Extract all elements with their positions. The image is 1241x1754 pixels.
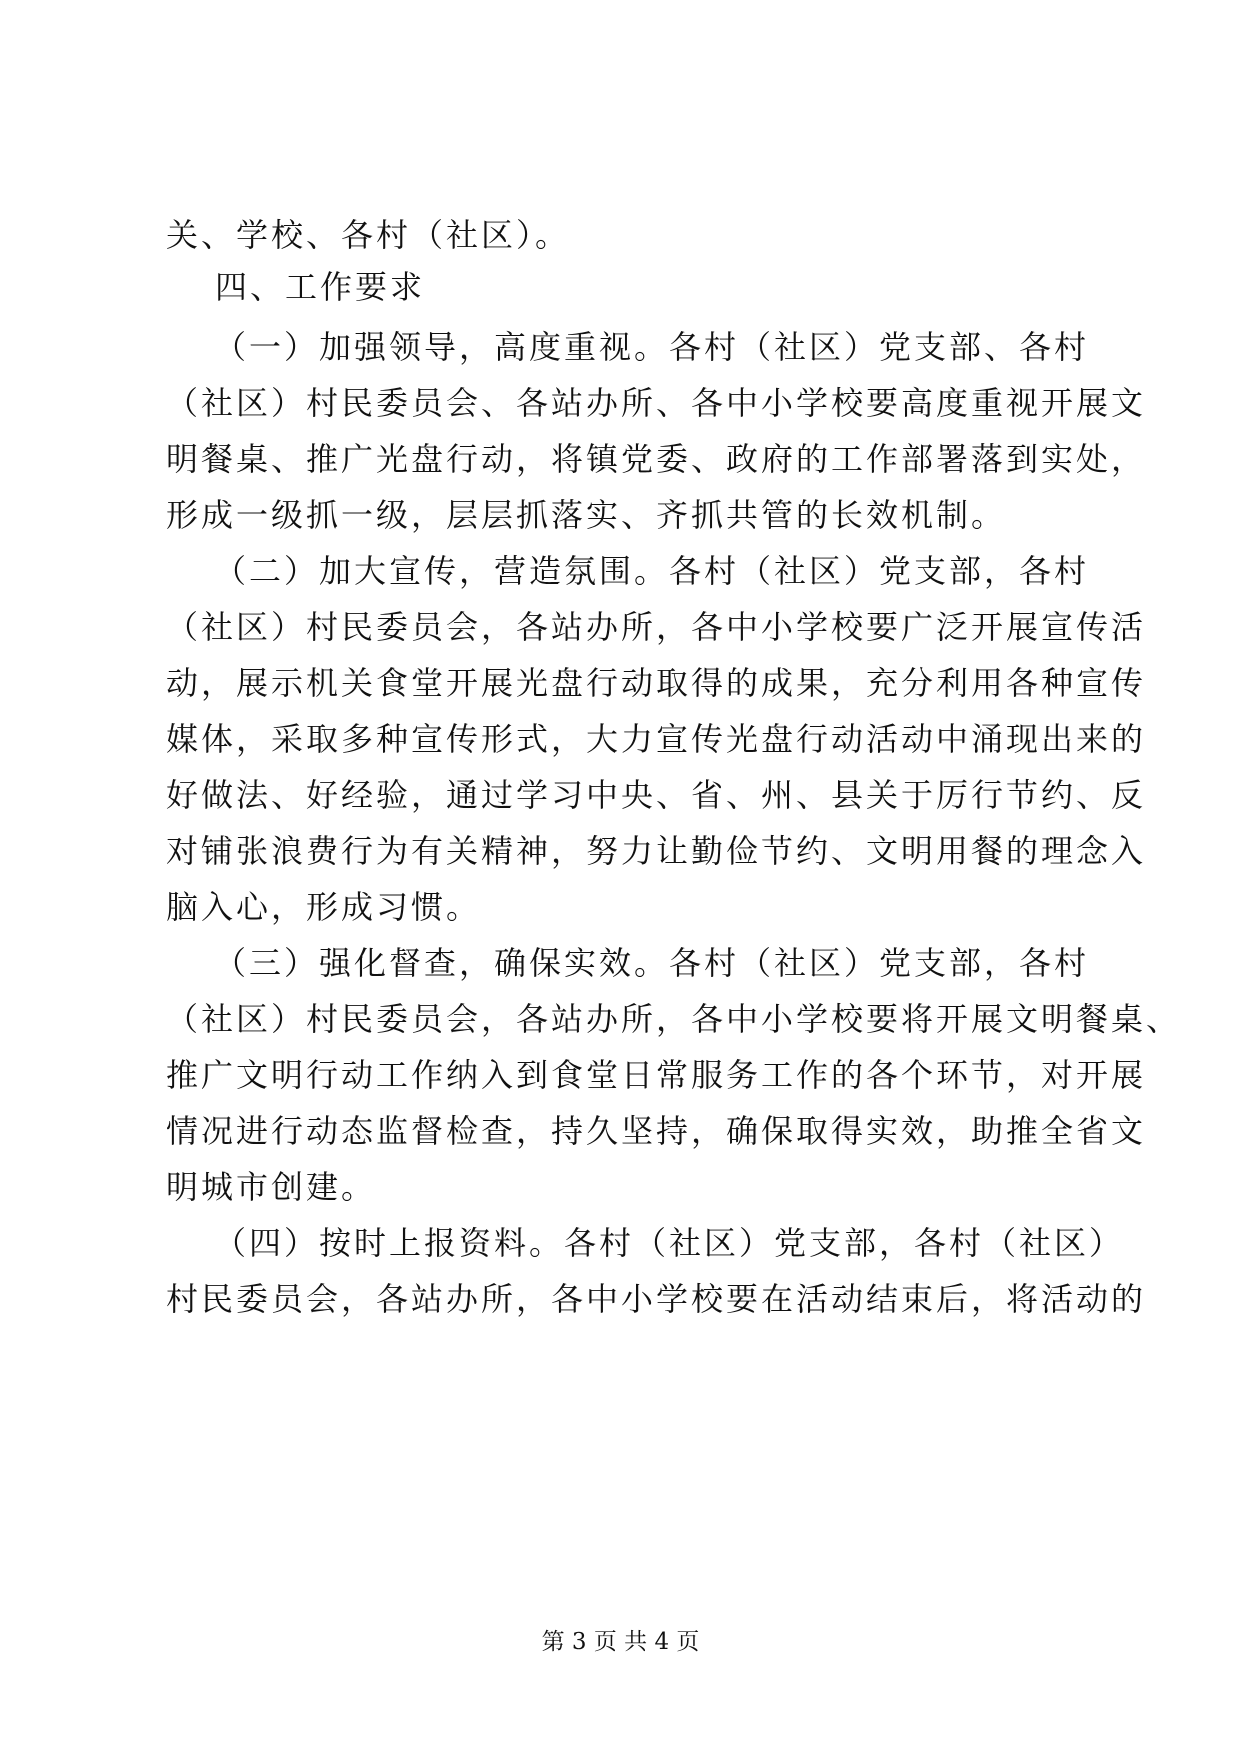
paragraph-3-line-1: （三）强化督查，确保实效。各村（社区）党支部，各村 (214, 944, 1090, 982)
paragraph-3-line-5: 明城市创建。 (166, 1168, 377, 1206)
paragraph-1-line-2: （社区）村民委员会、各站办所、各中小学校要高度重视开展文 (166, 384, 1147, 422)
section-heading: 四、工作要求 (215, 268, 426, 306)
paragraph-4-line-2: 村民委员会，各站办所，各中小学校要在活动结束后，将活动的 (166, 1280, 1147, 1318)
paragraph-3-line-3: 推广文明行动工作纳入到食堂日常服务工作的各个环节，对开展 (166, 1056, 1147, 1094)
paragraph-4-line-1: （四）按时上报资料。各村（社区）党支部，各村（社区） (214, 1224, 1125, 1262)
paragraph-1-line-3: 明餐桌、推广光盘行动，将镇党委、政府的工作部署落到实处， (166, 440, 1147, 478)
paragraph-2-line-6: 对铺张浪费行为有关精神，努力让勤俭节约、文明用餐的理念入 (166, 832, 1147, 870)
paragraph-3-line-4: 情况进行动态监督检查，持久坚持，确保取得实效，助推全省文 (166, 1112, 1147, 1150)
paragraph-1-line-4: 形成一级抓一级，层层抓落实、齐抓共管的长效机制。 (166, 496, 1007, 534)
page-number-footer: 第 3 页 共 4 页 (541, 1629, 700, 1655)
paragraph-2-line-2: （社区）村民委员会，各站办所，各中小学校要广泛开展宣传活 (166, 608, 1147, 646)
paragraph-2-line-4: 媒体，采取多种宣传形式，大力宣传光盘行动活动中涌现出来的 (166, 720, 1147, 758)
paragraph-2-line-5: 好做法、好经验，通过学习中央、省、州、县关于厉行节约、反 (166, 776, 1147, 814)
paragraph-2-line-3: 动，展示机关食堂开展光盘行动取得的成果，充分利用各种宣传 (166, 664, 1147, 702)
paragraph-2-line-1: （二）加大宣传，营造氛围。各村（社区）党支部，各村 (214, 552, 1090, 590)
paragraph-3-line-2: （社区）村民委员会，各站办所，各中小学校要将开展文明餐桌、 (166, 1000, 1182, 1038)
paragraph-2-line-7: 脑入心，形成习惯。 (166, 888, 482, 926)
paragraph-1-line-1: （一）加强领导，高度重视。各村（社区）党支部、各村 (214, 328, 1090, 366)
text-line: 关、学校、各村（社区）。 (166, 216, 571, 254)
